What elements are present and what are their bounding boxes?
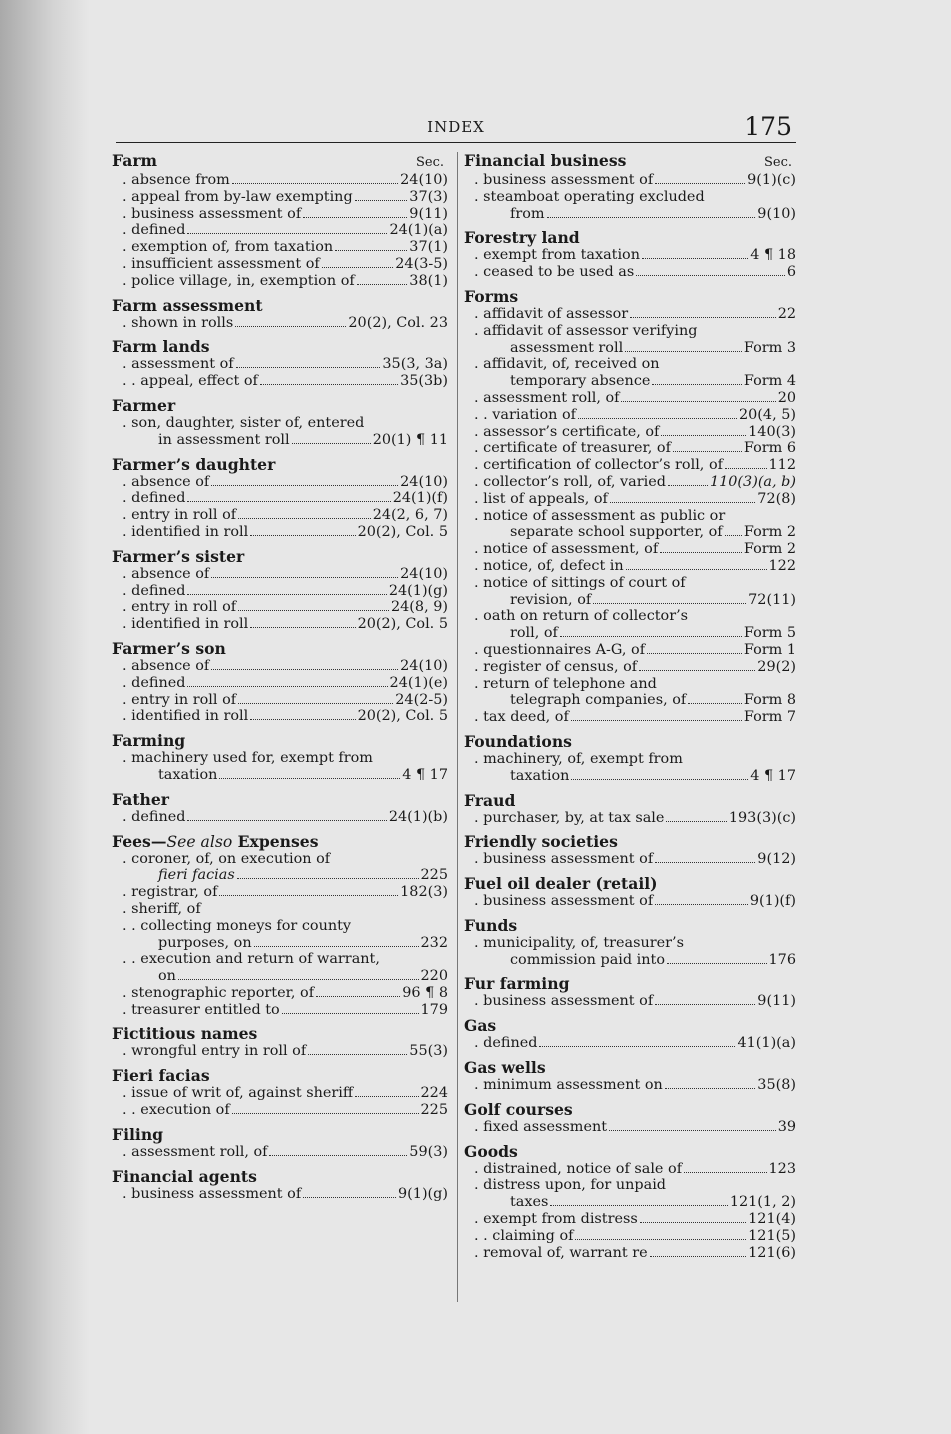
subentry: . business assessment of 9(12) xyxy=(474,851,796,868)
index-entry-fees xyxy=(112,833,448,1019)
entry-heading: Farmer’s sister xyxy=(112,546,245,566)
subentry: . minimum assessment on 35(8) xyxy=(474,1077,796,1094)
subentry: . notice of assessment as public or xyxy=(474,507,726,524)
index-column-left xyxy=(112,152,448,1209)
index-entry-fictitious-names xyxy=(112,1025,448,1060)
subentry: . registrar, of 182(3) xyxy=(122,884,448,901)
page-header xyxy=(116,112,796,143)
index-entry-farmers-son xyxy=(112,640,448,725)
index-entry-financial-agents xyxy=(112,1168,448,1203)
subentry: . tax deed, of Form 7 xyxy=(474,709,796,726)
subentry: . wrongful entry in roll of 55(3) xyxy=(122,1043,448,1060)
subentry-continuation: temporary absence Form 4 xyxy=(510,373,796,390)
entry-heading: Filing xyxy=(112,1124,164,1144)
entry-heading: Goods xyxy=(464,1141,518,1161)
subentry: . business assessment of 9(1)(g) xyxy=(122,1185,448,1202)
subentry: . business assessment of 9(11) xyxy=(474,993,796,1010)
subentry-continuation: fieri facias 225 xyxy=(158,867,448,884)
index-entry-goods xyxy=(464,1143,796,1262)
subentry: . entry in roll of 24(2, 6, 7) xyxy=(122,507,448,524)
sec-label: Sec. xyxy=(415,155,444,170)
subentry-continuation: taxation 4 ¶ 17 xyxy=(158,766,448,783)
column-divider xyxy=(457,152,458,1302)
subentry: . appeal from by-law exempting 37(3) xyxy=(122,188,448,205)
subentry: . steamboat operating excluded xyxy=(474,188,705,205)
entry-heading: Golf courses xyxy=(464,1099,573,1119)
subentry: . assessment roll, of 20 xyxy=(474,389,796,406)
entry-heading: Forestry land xyxy=(464,228,580,248)
entry-heading: Financial agents xyxy=(112,1166,257,1186)
index-entry-farmer xyxy=(112,397,448,449)
index-entry-farmers-daughter xyxy=(112,456,448,541)
subentry-continuation: taxation 4 ¶ 17 xyxy=(510,767,796,784)
subentry: . sheriff, of xyxy=(122,900,201,917)
subentry: . register of census, of 29(2) xyxy=(474,658,796,675)
subentry: . business assessment of 9(11) xyxy=(122,205,448,222)
subentry: . issue of writ of, against sheriff 224 xyxy=(122,1085,448,1102)
subentry: . coroner, of, on execution of xyxy=(122,850,331,867)
sec-label: Sec. xyxy=(763,155,792,170)
page-gutter-shadow xyxy=(0,0,90,1434)
subentry: . . variation of 20(4, 5) xyxy=(474,406,796,423)
subentry: . . execution of 225 xyxy=(122,1102,448,1119)
subentry: . entry in roll of 24(8, 9) xyxy=(122,599,448,616)
subentry: . defined 41(1)(a) xyxy=(474,1035,796,1052)
index-entry-farmers-sister xyxy=(112,548,448,633)
entry-heading: Farming xyxy=(112,731,186,751)
subentry: . affidavit of assessor verifying xyxy=(474,322,698,339)
subentry: . defined 24(1)(g) xyxy=(122,582,448,599)
entry-heading: Father xyxy=(112,789,169,809)
index-entry-fur-farming xyxy=(464,975,796,1010)
index-entry-forms xyxy=(464,288,796,726)
entry-heading: Friendly societies xyxy=(464,832,618,852)
index-entry-fuel-oil-dealer xyxy=(464,875,796,910)
subentry: . distress upon, for unpaid xyxy=(474,1177,667,1194)
subentry: . affidavit of assessor 22 xyxy=(474,305,796,322)
subentry: . insufficient assessment of 24(3-5) xyxy=(122,255,448,272)
entry-heading: Foundations xyxy=(464,731,572,751)
index-entry-forestry-land xyxy=(464,229,796,281)
subentry-continuation: on 220 xyxy=(158,968,448,985)
index-entry-farm xyxy=(112,152,448,290)
subentry: . business assessment of 9(1)(f) xyxy=(474,893,796,910)
index-entry-fraud xyxy=(464,792,796,827)
entry-heading: Fees—See also Expenses xyxy=(112,831,319,851)
subentry: . exempt from taxation 4 ¶ 18 xyxy=(474,247,796,264)
subentry: . defined 24(1)(b) xyxy=(122,808,448,825)
subentry: . questionnaires A-G, of Form 1 xyxy=(474,641,796,658)
subentry: . notice of assessment, of Form 2 xyxy=(474,541,796,558)
subentry: . identified in roll 20(2), Col. 5 xyxy=(122,523,448,540)
subentry: . absence from 24(10) xyxy=(122,172,448,188)
subentry: . defined 24(1)(a) xyxy=(122,222,448,239)
subentry: . collector’s roll, of, varied 110(3)(a, b) xyxy=(474,473,796,490)
subentry: . identified in roll 20(2), Col. 5 xyxy=(122,708,448,725)
index-entry-filing xyxy=(112,1126,448,1161)
subentry: . removal of, warrant re 121(6) xyxy=(474,1244,796,1261)
subentry: . assessment roll, of 59(3) xyxy=(122,1143,448,1160)
index-entry-father xyxy=(112,791,448,826)
entry-heading: Farm Sec. xyxy=(112,152,448,172)
subentry: . identified in roll 20(2), Col. 5 xyxy=(122,616,448,633)
subentry: . defined 24(1)(e) xyxy=(122,674,448,691)
page-title: INDEX xyxy=(427,118,485,136)
entry-heading: Forms xyxy=(464,286,519,306)
index-entry-golf-courses xyxy=(464,1101,796,1136)
entry-heading: Farm lands xyxy=(112,337,210,357)
subentry: . assessment of 35(3, 3a) xyxy=(122,356,448,373)
subentry: . absence of 24(10) xyxy=(122,473,448,490)
index-entry-fieri-facias xyxy=(112,1067,448,1119)
subentry: . notice of sittings of court of xyxy=(474,574,686,591)
subentry-continuation: separate school supporter, of Form 2 xyxy=(510,524,796,541)
entry-heading: Financial business Sec. xyxy=(464,152,796,172)
index-entry-friendly-societies xyxy=(464,833,796,868)
index-entry-farming xyxy=(112,732,448,784)
index-entry-gas xyxy=(464,1017,796,1052)
index-entry-farm-assessment xyxy=(112,297,448,332)
subentry-continuation: from 9(10) xyxy=(510,205,796,222)
subentry: . assessor’s certificate, of 140(3) xyxy=(474,423,796,440)
entry-heading: Funds xyxy=(464,915,518,935)
subentry: . . execution and return of warrant, xyxy=(122,951,380,968)
subentry: . . claiming of 121(5) xyxy=(474,1227,796,1244)
entry-heading: Gas wells xyxy=(464,1058,546,1078)
subentry-continuation: in assessment roll 20(1) ¶ 11 xyxy=(158,431,448,448)
subentry: . affidavit, of, received on xyxy=(474,356,660,373)
entry-heading: Fuel oil dealer (retail) xyxy=(464,874,658,894)
subentry: . oath on return of collector’s xyxy=(474,608,689,625)
subentry: . return of telephone and xyxy=(474,675,657,692)
subentry-continuation: commission paid into 176 xyxy=(510,951,796,968)
entry-heading: Farm assessment xyxy=(112,295,263,315)
subentry-continuation: revision, of 72(11) xyxy=(510,591,796,608)
subentry: . certificate of treasurer, of Form 6 xyxy=(474,440,796,457)
subentry: . machinery, of, exempt from xyxy=(474,750,683,767)
subentry: . ceased to be used as 6 xyxy=(474,264,796,281)
subentry: . son, daughter, sister of, entered xyxy=(122,414,365,431)
subentry: . distrained, notice of sale of 123 xyxy=(474,1160,796,1177)
entry-heading: Farmer’s son xyxy=(112,638,226,658)
subentry: . business assessment of 9(1)(c) xyxy=(474,172,796,188)
index-column-right xyxy=(464,152,796,1268)
subentry: . fixed assessment 39 xyxy=(474,1118,796,1135)
subentry: . absence of 24(10) xyxy=(122,657,448,674)
subentry: . exemption of, from taxation 37(1) xyxy=(122,239,448,256)
entry-heading: Fictitious names xyxy=(112,1024,258,1044)
index-entry-gas-wells xyxy=(464,1059,796,1094)
entry-heading: Farmer xyxy=(112,395,176,415)
entry-heading: Fur farming xyxy=(464,974,570,994)
subentry: . defined 24(1)(f) xyxy=(122,490,448,507)
subentry: . certification of collector’s roll, of 112 xyxy=(474,457,796,474)
subentry: . entry in roll of 24(2-5) xyxy=(122,691,448,708)
index-entry-funds xyxy=(464,917,796,969)
subentry: . absence of 24(10) xyxy=(122,565,448,582)
subentry: . shown in rolls 20(2), Col. 23 xyxy=(122,314,448,331)
index-entry-financial-business xyxy=(464,152,796,222)
subentry: . . appeal, effect of 35(3b) xyxy=(122,373,448,390)
entry-heading: Gas xyxy=(464,1016,497,1036)
subentry: . purchaser, by, at tax sale 193(3)(c) xyxy=(474,809,796,826)
subentry-continuation: roll, of Form 5 xyxy=(510,625,796,642)
subentry: . municipality, of, treasurer’s xyxy=(474,934,685,951)
entry-heading: Fieri facias xyxy=(112,1066,210,1086)
subentry-continuation: taxes 121(1, 2) xyxy=(510,1194,796,1211)
subentry-continuation: purposes, on 232 xyxy=(158,934,448,951)
entry-heading: Farmer’s daughter xyxy=(112,454,276,474)
index-entry-farm-lands xyxy=(112,338,448,390)
subentry: . machinery used for, exempt from xyxy=(122,750,373,767)
subentry-continuation: telegraph companies, of Form 8 xyxy=(510,692,796,709)
subentry: . stenographic reporter, of 96 ¶ 8 xyxy=(122,984,448,1001)
page-number: 175 xyxy=(744,112,792,141)
subentry-continuation: assessment roll Form 3 xyxy=(510,339,796,356)
subentry: . list of appeals, of 72(8) xyxy=(474,490,796,507)
index-entry-foundations xyxy=(464,733,796,785)
subentry: . exempt from distress 121(4) xyxy=(474,1211,796,1228)
subentry: . police village, in, exemption of 38(1) xyxy=(122,272,448,289)
entry-heading: Fraud xyxy=(464,790,516,810)
subentry: . treasurer entitled to 179 xyxy=(122,1001,448,1018)
subentry: . . collecting moneys for county xyxy=(122,917,352,934)
subentry: . notice, of, defect in 122 xyxy=(474,557,796,574)
